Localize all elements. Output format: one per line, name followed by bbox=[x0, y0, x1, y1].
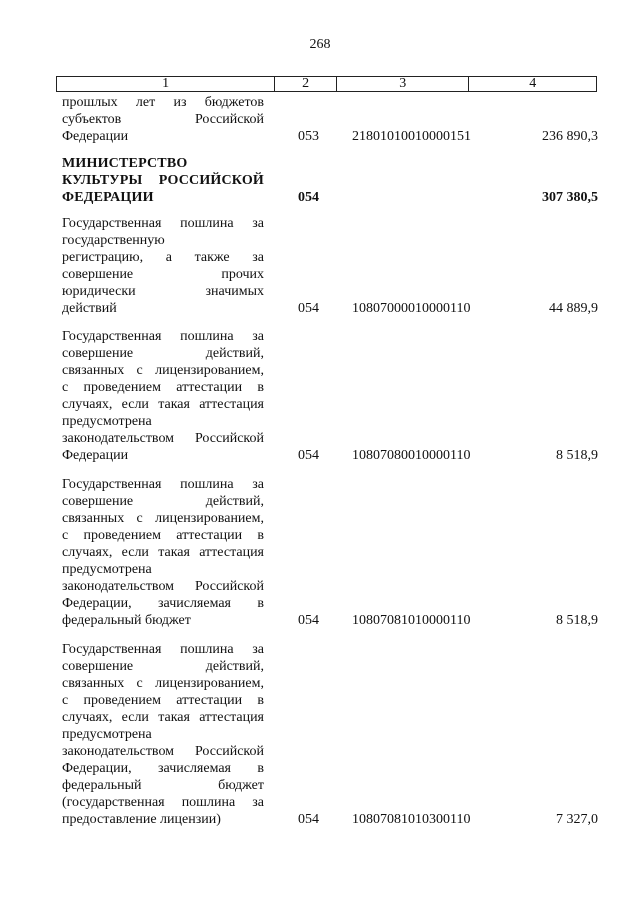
row-amount: 8 518,9 bbox=[556, 448, 598, 463]
row-amount: 7 327,0 bbox=[556, 812, 598, 827]
description-line: законодательством Российской bbox=[62, 431, 264, 446]
row-description bbox=[62, 476, 264, 629]
description-line: случаях, если такая аттестация bbox=[62, 710, 264, 725]
description-line: Федерации bbox=[62, 448, 129, 463]
description-line: с проведением аттестации в bbox=[62, 693, 264, 708]
description-line: предусмотрена bbox=[62, 414, 152, 429]
description-line: с проведением аттестации в bbox=[62, 528, 264, 543]
description-line: связанных с лицензированием, bbox=[62, 511, 264, 526]
description-line: Федерации, зачисляемая в bbox=[62, 596, 264, 611]
description-line: случаях, если такая аттестация bbox=[62, 397, 264, 412]
page-number: 268 bbox=[309, 37, 331, 52]
column-header-3: 3 bbox=[337, 77, 470, 91]
description-line: регистрацию, а также за bbox=[62, 250, 264, 265]
description-line: законодательством Российской bbox=[62, 744, 264, 759]
description-line: действий bbox=[62, 301, 117, 316]
table-row bbox=[62, 641, 598, 828]
table-row bbox=[62, 328, 598, 464]
table-row bbox=[62, 155, 598, 206]
row-kbk: 10807000010000110 bbox=[352, 301, 471, 316]
ministry-heading bbox=[62, 155, 264, 206]
description-line: законодательством Российской bbox=[62, 579, 264, 594]
row-code: 054 bbox=[298, 301, 319, 316]
description-line: с проведением аттестации в bbox=[62, 380, 264, 395]
table-row bbox=[62, 215, 598, 317]
row-code: 054 bbox=[298, 613, 319, 628]
row-description bbox=[62, 641, 264, 828]
row-kbk: 21801010010000151 bbox=[352, 129, 471, 144]
row-amount: 44 889,9 bbox=[549, 301, 598, 316]
column-header-4: 4 bbox=[529, 76, 537, 91]
description-line: федеральный бюджет bbox=[62, 613, 191, 628]
description-line: предусмотрена bbox=[62, 562, 152, 577]
column-header-2: 2 bbox=[275, 77, 337, 91]
description-line: прошлых лет из бюджетов bbox=[62, 95, 264, 110]
description-line: связанных с лицензированием, bbox=[62, 676, 264, 691]
description-line: предоставление лицензии) bbox=[62, 812, 221, 827]
row-amount: 8 518,9 bbox=[556, 613, 598, 628]
row-code: 054 bbox=[298, 190, 319, 205]
row-description bbox=[62, 215, 264, 317]
description-line: совершение действий, bbox=[62, 494, 264, 509]
description-line: федеральный бюджет bbox=[62, 778, 264, 793]
row-kbk: 10807080010000110 bbox=[352, 448, 471, 463]
description-line: совершение действий, bbox=[62, 346, 264, 361]
description-line: случаях, если такая аттестация bbox=[62, 545, 264, 560]
row-kbk: 10807081010000110 bbox=[352, 613, 471, 628]
heading-line: МИНИСТЕРСТВО bbox=[62, 156, 188, 171]
description-line: юридически значимых bbox=[62, 284, 264, 299]
row-description bbox=[62, 94, 264, 145]
row-code: 053 bbox=[298, 129, 319, 144]
table-header bbox=[56, 76, 597, 92]
row-description bbox=[62, 328, 264, 464]
heading-line: КУЛЬТУРЫ РОССИЙСКОЙ bbox=[62, 173, 264, 188]
description-line: Государственная пошлина за bbox=[62, 329, 264, 344]
description-line: совершение действий, bbox=[62, 659, 264, 674]
row-code: 054 bbox=[298, 448, 319, 463]
description-line: Федерации, зачисляемая в bbox=[62, 761, 264, 776]
row-amount: 236 890,3 bbox=[542, 129, 598, 144]
row-kbk: 10807081010300110 bbox=[352, 812, 471, 827]
row-code: 054 bbox=[298, 812, 319, 827]
row-amount: 307 380,5 bbox=[542, 190, 598, 205]
description-line: совершение прочих bbox=[62, 267, 264, 282]
description-line: Государственная пошлина за bbox=[62, 642, 264, 657]
description-line: Государственная пошлина за bbox=[62, 477, 264, 492]
heading-line: ФЕДЕРАЦИИ bbox=[62, 190, 154, 205]
description-line: (государственная пошлина за bbox=[62, 795, 264, 810]
description-line: Федерации bbox=[62, 129, 129, 144]
description-line: субъектов Российской bbox=[62, 112, 264, 127]
description-line: предусмотрена bbox=[62, 727, 152, 742]
description-line: связанных с лицензированием, bbox=[62, 363, 264, 378]
table-row bbox=[62, 476, 598, 629]
description-line: государственную bbox=[62, 233, 165, 248]
description-line: Государственная пошлина за bbox=[62, 216, 264, 231]
column-header-1: 1 bbox=[57, 77, 275, 91]
table-row bbox=[62, 94, 598, 145]
